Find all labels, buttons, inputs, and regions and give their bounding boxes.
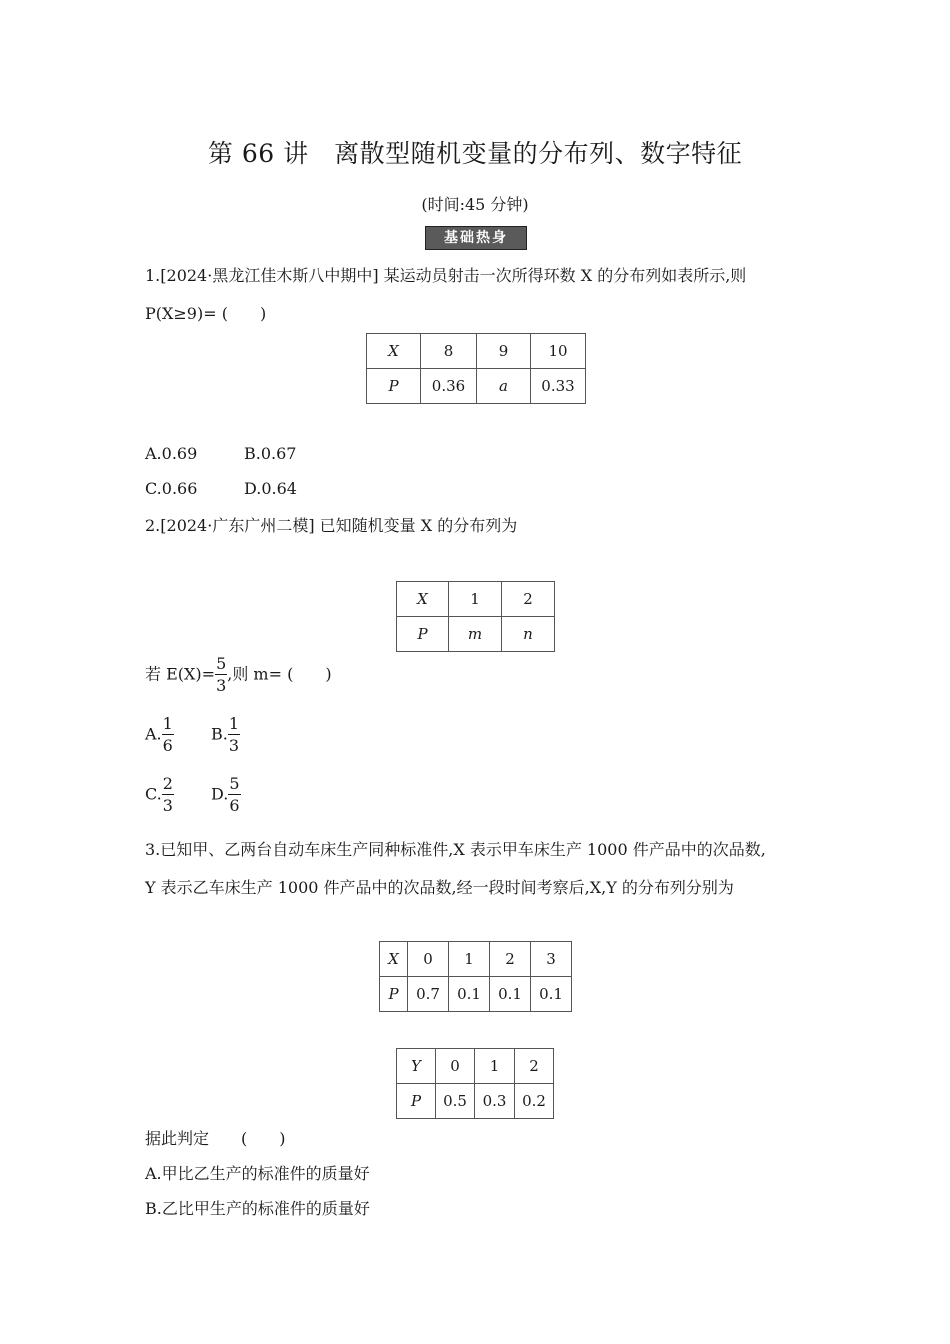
table-cell: Y [397,1049,436,1084]
q2-condition-prefix: 若 E(X)= [145,664,216,684]
q2-stem: 2.[2024·广东广州二模] 已知随机变量 X 的分布列为 [145,516,518,535]
fraction-numerator: 1 [228,714,240,733]
table-cell: P [397,1084,436,1119]
section-badge: 基础热身 [425,226,527,250]
table-cell: 0.1 [531,977,572,1012]
table-cell: 0.5 [436,1084,475,1119]
table-cell: n [502,617,555,652]
q2-option-a [145,716,174,754]
q2-option-b [211,716,240,754]
table-cell: 8 [421,334,477,369]
fraction-denominator: 3 [228,736,240,755]
table-cell: 0 [408,942,449,977]
table-cell: 1 [449,582,502,617]
q3-y-distribution-table [396,1048,554,1119]
table-cell: 0 [436,1049,475,1084]
table-cell: 0.36 [421,369,477,404]
q2-condition [145,656,332,694]
fraction-numerator: 5 [216,654,227,673]
fraction [228,776,240,814]
q3-x-distribution-table [379,941,572,1012]
q2-option-d [211,776,241,814]
table-cell: 0.1 [490,977,531,1012]
option-label: B. [211,724,228,744]
table-cell: P [380,977,408,1012]
q2-condition-suffix: ,则 m= ( ) [227,664,332,684]
q2-option-c [145,776,174,814]
table-cell: 0.3 [475,1084,515,1119]
table-cell: P [367,369,421,404]
option-label: C. [145,784,162,804]
option-label: A. [145,724,162,744]
table-cell: P [397,617,449,652]
fraction [162,716,174,754]
table-cell: 0.7 [408,977,449,1012]
q1-distribution-table [366,333,586,404]
fraction-numerator: 2 [162,774,173,793]
fraction-denominator: 3 [162,796,173,815]
q3-stem-line1: 3.已知甲、乙两台自动车床生产同种标准件,X 表示甲车床生产 1000 件产品中的次品数, [145,840,766,859]
q3-stem-line2: Y 表示乙车床生产 1000 件产品中的次品数,经一段时间考察后,X,Y 的分布列分别为 [145,878,734,897]
fraction [228,716,240,754]
option-label: D. [211,784,229,804]
fraction-denominator: 6 [162,736,173,755]
q1-option-a: A.0.69 [145,444,198,463]
q1-option-c: C.0.66 [145,479,198,498]
table-cell: 3 [531,942,572,977]
table-cell: 10 [531,334,586,369]
fraction-denominator: 3 [216,676,227,695]
table-cell: X [397,582,449,617]
time-note: (时间:45 分钟) [421,195,529,214]
fraction [162,776,174,814]
table-cell: 2 [490,942,531,977]
table-cell: 1 [475,1049,515,1084]
q1-option-d: D.0.64 [244,479,297,498]
table-cell: a [477,369,531,404]
table-cell: 0.2 [515,1084,554,1119]
q1-option-b: B.0.67 [244,444,297,463]
table-cell: X [367,334,421,369]
table-cell: 2 [502,582,555,617]
table-cell: 1 [449,942,490,977]
fraction-numerator: 5 [229,774,240,793]
table-cell: X [380,942,408,977]
q1-stem-line2: P(X≥9)= ( ) [145,304,267,323]
fraction-numerator: 1 [162,714,173,733]
q3-judge: 据此判定 ( ) [145,1129,286,1148]
table-cell: 2 [515,1049,554,1084]
fraction [215,656,227,694]
table-cell: 9 [477,334,531,369]
q3-option-a: A.甲比乙生产的标准件的质量好 [145,1164,370,1183]
table-cell: 0.33 [531,369,586,404]
fraction-denominator: 6 [229,796,240,815]
q3-option-b: B.乙比甲生产的标准件的质量好 [145,1199,370,1218]
table-cell: m [449,617,502,652]
table-cell: 0.1 [449,977,490,1012]
page-title: 第 66 讲 离散型随机变量的分布列、数字特征 [207,139,743,168]
q1-stem-line1: 1.[2024·黑龙江佳木斯八中期中] 某运动员射击一次所得环数 X 的分布列如表所示,则 [145,266,747,285]
q2-distribution-table [396,581,555,652]
